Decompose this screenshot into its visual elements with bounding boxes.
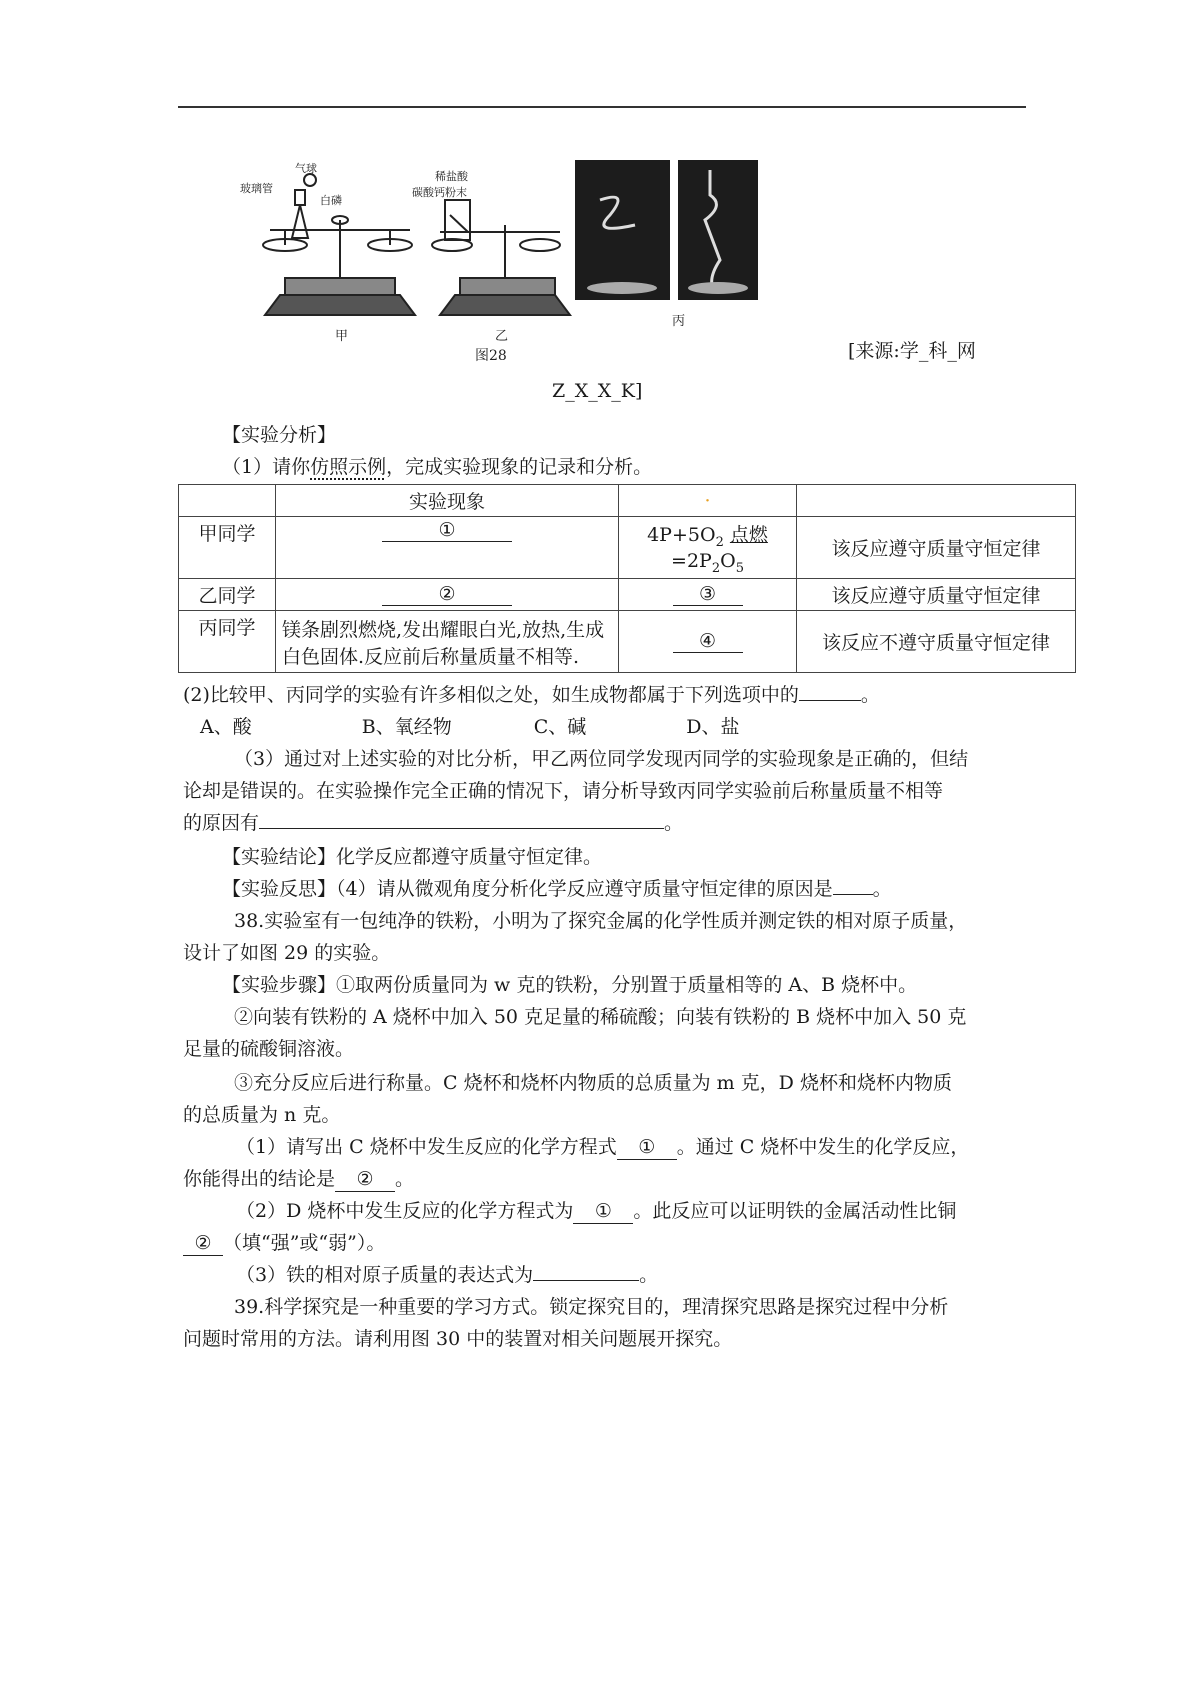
label-jia: 甲 (335, 329, 349, 344)
phenomenon-cell: 镁条剧烈燃烧,发出耀眼白光,放热,生成 白色固体.反应前后称量质量不相等. (276, 611, 619, 673)
conclusion-cell: 该反应不遵守质量守恒定律 (797, 611, 1076, 673)
q38-line1: 38.实验室有一包纯净的铁粉，小明为了探究金属的化学性质并测定铁的相对原子质量， (234, 910, 968, 932)
equation-cell: ③ (619, 579, 797, 611)
photo-bing-left (575, 160, 670, 300)
equation-cell: $4P+5O_2$ 点燃 $=2P_2O_5$ (619, 517, 797, 579)
q38-step3-line1: ③充分反应后进行称量。C 烧杯和烧杯内物质的总质量为 m 克，D 烧杯和烧杯内物质 (234, 1072, 952, 1094)
label-balloon: 气球 (295, 162, 317, 175)
q38-sub1-line1: （1）请写出 C 烧杯中发生反应的化学方程式 ① 。通过 C 烧杯中发生的化学反应， (236, 1136, 970, 1158)
label-yi: 乙 (495, 329, 509, 344)
q38-step3-line2: 的总质量为 n 克。 (183, 1104, 341, 1126)
option-d: D、盐 (686, 716, 740, 738)
option-c: C、碱 (533, 716, 587, 738)
q3-line1: （3）通过对上述实验的对比分析，甲乙两位同学发现丙同学的实验现象是正确的，但结 (234, 748, 969, 770)
table-row (179, 579, 1076, 611)
figure-caption: 图28 (475, 348, 507, 364)
option-b: B、氧经物 (361, 716, 452, 738)
conclusion-cell: 该反应遵守质量守恒定律 (797, 517, 1076, 579)
experiment-table (178, 484, 1076, 673)
table-cell: · (619, 485, 797, 517)
balance-yi (432, 200, 570, 315)
figure-28 (240, 160, 830, 365)
q38-line2: 设计了如图 29 的实验。 (183, 942, 391, 964)
q38-step2-line1: ②向装有铁粉的 A 烧杯中加入 50 克足量的稀硫酸；向装有铁粉的 B 烧杯中加入 50 克 (234, 1006, 967, 1028)
label-calcium-carbonate: 碳酸钙粉末 (412, 186, 467, 199)
phenomenon-cell: ① (276, 517, 619, 579)
q39-line1: 39.科学探究是一种重要的学习方式。锁定探究目的，理清探究思路是探究过程中分析 (234, 1296, 949, 1318)
label-glass-tube: 玻璃管 (240, 182, 273, 195)
label-bing: 丙 (672, 314, 686, 329)
label-white-phosphorus: 白磷 (320, 194, 342, 207)
q38-step1: 【实验步骤】①取两份质量同为 w 克的铁粉，分别置于质量相等的 A、B 烧杯中。 (222, 974, 918, 996)
q38-sub3: （3）铁的相对原子质量的表达式为 。 (236, 1264, 659, 1286)
table-row (179, 611, 1076, 673)
equation-cell: ④ (619, 611, 797, 673)
table-cell (797, 485, 1076, 517)
table-header: 实验现象 (276, 485, 619, 517)
student-name: 乙同学 (179, 579, 276, 611)
q38-sub2-line1: （2）D 烧杯中发生反应的化学方程式为 ① 。此反应可以证明铁的金属活动性比铜 (236, 1200, 957, 1222)
q3-line3: 的原因有 。 (183, 812, 684, 834)
reflection-line: 【实验反思】（4）请从微观角度分析化学反应遵守质量守恒定律的原因是 。 (222, 878, 892, 900)
source-note-cont: Z_X_X_K] (552, 380, 643, 402)
q3-line2: 论却是错误的。在实验操作完全正确的情况下，请分析导致丙同学实验前后称量质量不相等 (183, 780, 944, 802)
label-dilute-hcl: 稀盐酸 (435, 170, 468, 183)
phenomenon-cell: ② (276, 579, 619, 611)
photo-bing-right (678, 160, 758, 300)
option-a: A、酸 (200, 716, 252, 738)
student-name: 丙同学 (179, 611, 276, 673)
table-row (179, 485, 1076, 517)
conclusion-line: 【实验结论】化学反应都遵守质量守恒定律。 (222, 846, 603, 868)
q38-sub1-line2: 你能得出的结论是 ② 。 (183, 1168, 415, 1190)
q1-line: （1）请你仿照示例，完成实验现象的记录和分析。 (222, 456, 653, 478)
source-note: [来源:学_科_网 (848, 340, 976, 362)
q2-options (200, 712, 1040, 742)
q2-line: (2)比较甲、丙同学的实验有许多相似之处，如生成物都属于下列选项中的 。 (183, 684, 880, 706)
conclusion-cell: 该反应遵守质量守恒定律 (797, 579, 1076, 611)
table-row (179, 517, 1076, 579)
heading-analysis: 【实验分析】 (222, 424, 337, 446)
student-name: 甲同学 (179, 517, 276, 579)
q38-sub2-line2: ② （填“强”或“弱”）。 (183, 1228, 1023, 1258)
top-rule (178, 106, 1026, 108)
table-cell (179, 485, 276, 517)
q38-step2-line2: 足量的硫酸铜溶液。 (183, 1038, 355, 1060)
q39-line2: 问题时常用的方法。请利用图 30 中的装置对相关问题展开探究。 (183, 1328, 733, 1350)
